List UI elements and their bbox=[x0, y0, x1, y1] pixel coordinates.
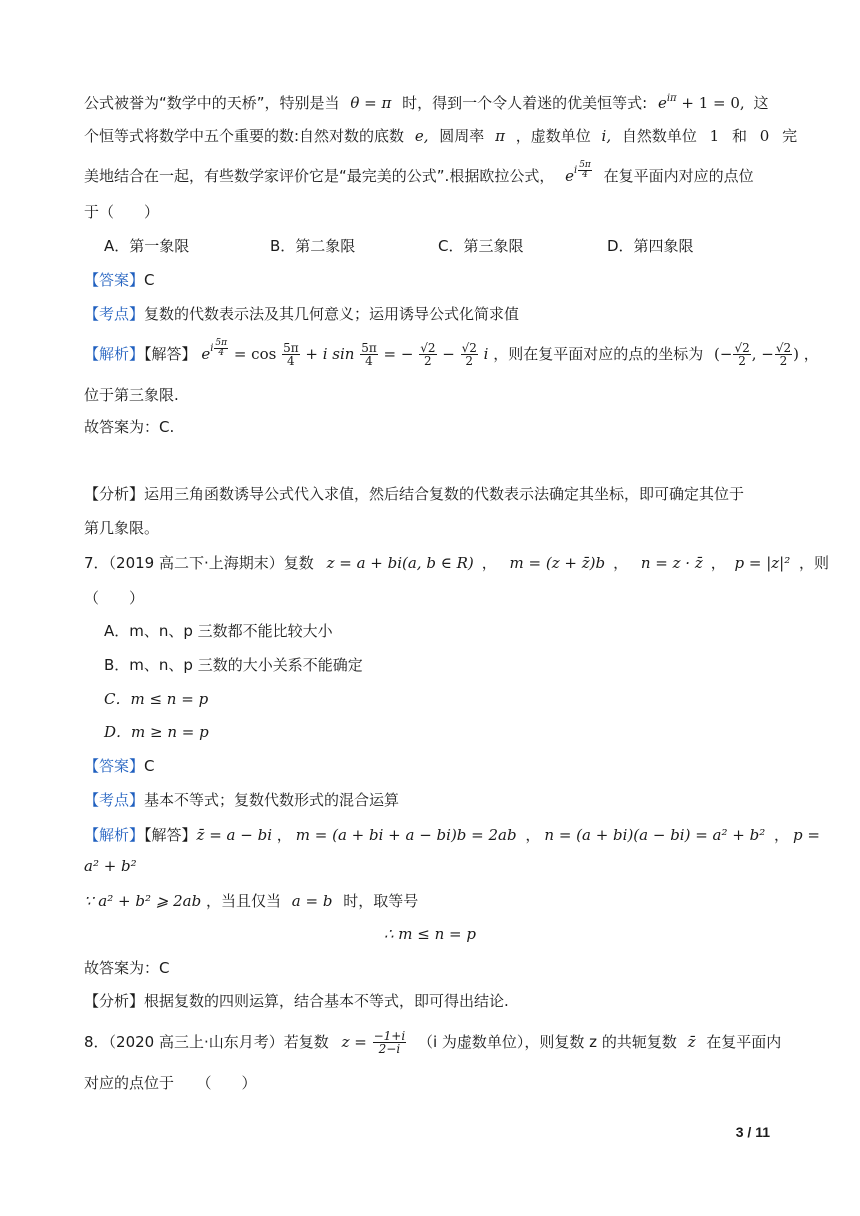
q6-stem-line-2: 个恒等式将数学中五个重要的数:自然对数的底数 e, 圆周率 π ，虚数单位 i, 自然数单位 1 和 0 完 bbox=[84, 127, 798, 145]
q6-analysis-line-2: 第几象限。 bbox=[84, 519, 160, 537]
q7-option-a: A．m、n、p 三数都不能比较大小 bbox=[104, 622, 333, 640]
q7-analysis: 【分析】根据复数的四则运算，结合基本不等式，即可得出结论. bbox=[84, 992, 509, 1010]
q8-stem-line-1: 8．（2020 高三上·山东月考）若复数 z = $\frac{-1+i}{2-i}$ （i 为虚数单位），则复数 z 的共轭复数 z̄ 在复平面内 bbox=[84, 1029, 782, 1056]
euler-expression: ei $\frac{5\pi}{4}$ bbox=[565, 160, 591, 185]
q7-therefore: ∴ m ≤ n = p bbox=[383, 925, 476, 943]
q6-option-a: A．第一象限 bbox=[104, 237, 190, 255]
q7-stem-line-1: 7．（2019 高二下·上海期末）复数 z = a + bi(a, b ∈ R) ， m = (z + z̄)b ， n = z · z̄ ， p = |z|² ，则 bbox=[84, 554, 830, 572]
q6-stem-line-4: 于（ ） bbox=[84, 203, 160, 221]
q6-solution-line-1: 【解析】【解答】 ei $\frac{5\pi}{4}$ = cos $\frac{5\pi}{4}$ + i sin $\frac{5\pi}{4}$ = − $\frac{√2}{2}$ − $\frac{√2}{2}$ i ，则在复平面对应的点的坐标为 (− $\frac{√2}{2}$ , − $\frac{√2}{2}$ ) ， bbox=[84, 338, 819, 368]
q7-kaodian: 【考点】基本不等式；复数代数形式的混合运算 bbox=[84, 791, 400, 809]
q6-option-b: B．第二象限 bbox=[270, 237, 356, 255]
q7-solution-line-2: a² + b² bbox=[84, 857, 137, 875]
q6-option-c: C．第三象限 bbox=[438, 237, 524, 255]
q7-conclusion: 故答案为：C bbox=[84, 959, 170, 977]
q7-option-c: C．m ≤ n = p bbox=[104, 690, 209, 708]
q8-stem-line-2: 对应的点位于 （ ） bbox=[84, 1074, 257, 1092]
q6-answer: 【答案】C bbox=[84, 271, 155, 289]
q6-option-d: D．第四象限 bbox=[607, 237, 694, 255]
q7-solution-line-1: 【解析】【解答】z̄ = a − bi ， m = (a + bi + a − bi)b = 2ab ， n = (a + bi)(a − bi) = a² + b² ， p = bbox=[84, 826, 820, 844]
q6-kaodian: 【考点】复数的代数表示法及其几何意义；运用诱导公式化简求值 bbox=[84, 305, 520, 323]
q7-option-d: D．m ≥ n = p bbox=[104, 723, 209, 741]
q6-analysis-line-1: 【分析】运用三角函数诱导公式代入求值，然后结合复数的代数表示法确定其坐标，即可确定其位于 bbox=[84, 485, 745, 503]
q6-stem-line-1: 公式被誉为“数学中的天桥”，特别是当 θ = π 时，得到一个令人着迷的优美恒等式: $e^{i\pi} + 1 = 0$, 这 bbox=[84, 93, 769, 112]
q7-answer: 【答案】C bbox=[84, 757, 155, 775]
page-number: 3 / 11 bbox=[735, 1124, 770, 1140]
q7-option-b: B．m、n、p 三数的大小关系不能确定 bbox=[104, 656, 363, 674]
q6-solution-line-2: 位于第三象限. bbox=[84, 386, 179, 404]
q6-stem-line-3: 美地结合在一起，有些数学家评价它是“最完美的公式”.根据欧拉公式， ei $\frac{5\pi}{4}$ 在复平面内对应的点位 bbox=[84, 160, 754, 185]
q7-because: ∵ a² + b² ⩾ 2ab ，当且仅当 a = b 时，取等号 bbox=[84, 892, 419, 910]
q6-conclusion: 故答案为：C. bbox=[84, 418, 175, 436]
q7-stem-line-2: （ ） bbox=[84, 589, 145, 607]
